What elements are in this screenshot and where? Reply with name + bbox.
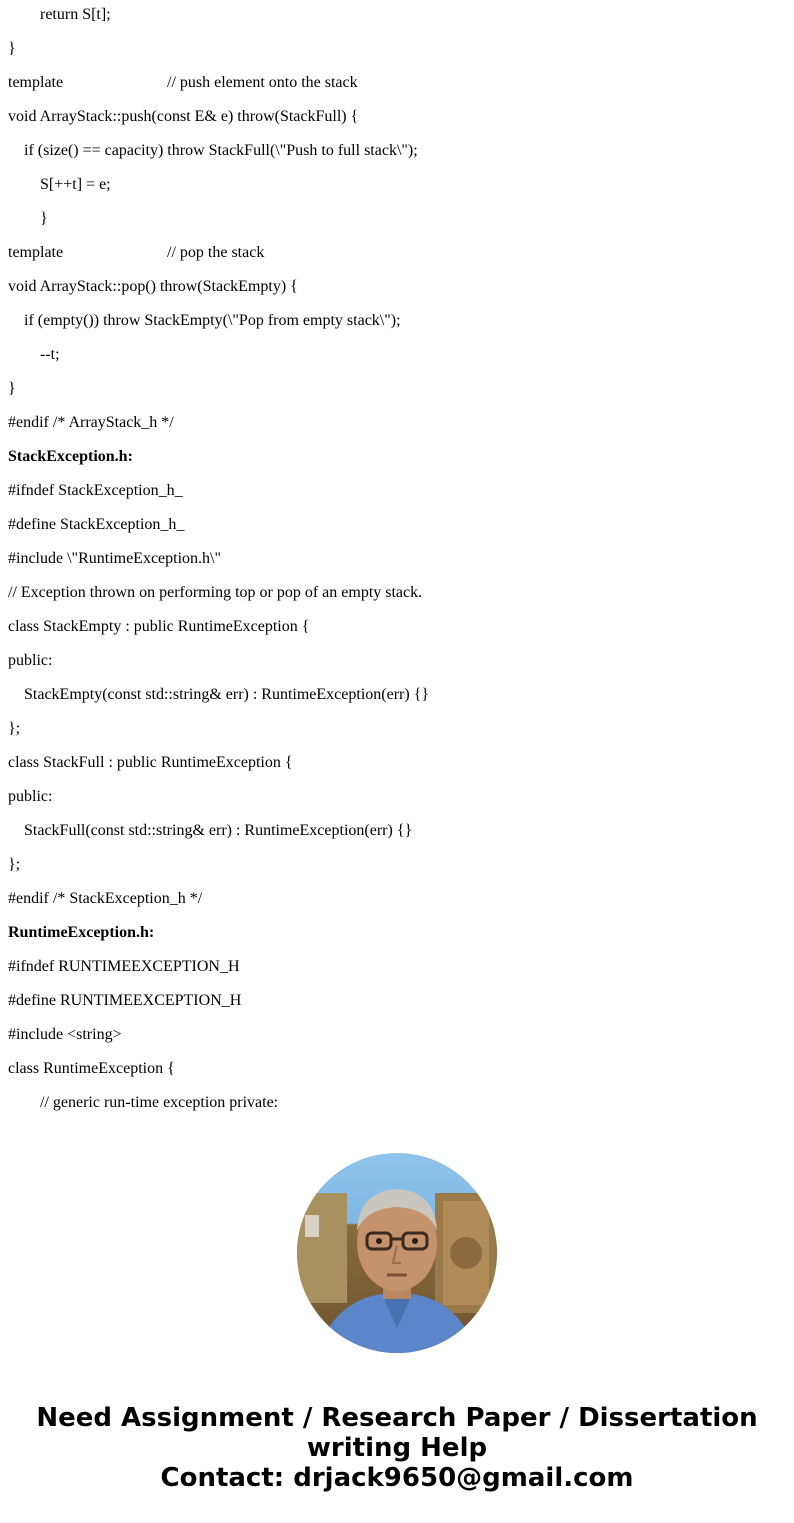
code-line bbox=[8, 821, 412, 841]
file-heading bbox=[8, 447, 133, 467]
code-text: StackFull(const std::string& err) : RuntimeException(err) {} bbox=[8, 822, 413, 839]
code-text: } bbox=[8, 380, 16, 397]
code-text: public: bbox=[8, 788, 53, 805]
code-line bbox=[8, 39, 16, 59]
code-line bbox=[8, 855, 20, 875]
code-text: #include <string> bbox=[8, 1026, 122, 1043]
code-line bbox=[8, 175, 111, 195]
code-text: class StackEmpty : public RuntimeException { bbox=[8, 618, 310, 635]
code-text: S[++t] = e; bbox=[8, 176, 111, 193]
code-line bbox=[8, 141, 418, 161]
code-line bbox=[8, 549, 221, 569]
code-text: #endif /* StackException_h */ bbox=[8, 890, 203, 907]
code-text: // Exception thrown on performing top or pop of an empty stack. bbox=[8, 584, 423, 601]
code-line bbox=[8, 991, 241, 1011]
code-text: template bbox=[8, 74, 64, 91]
code-text: RuntimeException.h: bbox=[8, 924, 155, 941]
code-line bbox=[8, 957, 240, 977]
code-line bbox=[8, 311, 401, 331]
code-text: #ifndef RUNTIMEEXCEPTION_H bbox=[8, 958, 240, 975]
code-text: StackException.h: bbox=[8, 448, 133, 465]
code-line bbox=[8, 787, 52, 807]
code-line bbox=[8, 719, 20, 739]
author-avatar bbox=[297, 1153, 497, 1353]
code-text: if (size() == capacity) throw StackFull(\"Push to full stack\"); bbox=[8, 142, 418, 159]
code-line bbox=[8, 617, 309, 637]
code-text: class RuntimeException { bbox=[8, 1060, 175, 1077]
code-text: #define RUNTIMEEXCEPTION_H bbox=[8, 992, 242, 1009]
code-text: public: bbox=[8, 652, 53, 669]
code-line bbox=[8, 1025, 122, 1045]
code-text: #define StackException_h_ bbox=[8, 516, 185, 533]
code-text: #include \"RuntimeException.h\" bbox=[8, 550, 222, 567]
code-text: // generic run-time exception private: bbox=[8, 1094, 279, 1111]
contact-banner bbox=[0, 1403, 794, 1493]
code-line bbox=[8, 583, 422, 603]
code-text: } bbox=[8, 210, 48, 227]
code-text: if (empty()) throw StackEmpty(\"Pop from empty stack\"); bbox=[8, 312, 401, 329]
code-comment: // push element onto the stack bbox=[167, 74, 358, 91]
code-line bbox=[8, 379, 16, 399]
code-text: }; bbox=[8, 856, 21, 873]
code-text: #ifndef StackException_h_ bbox=[8, 482, 183, 499]
banner-contact-line: Contact: drjack9650@gmail.com bbox=[160, 1463, 634, 1493]
code-line bbox=[8, 277, 298, 297]
code-line bbox=[8, 107, 358, 127]
code-line bbox=[8, 413, 174, 433]
code-text: return S[t]; bbox=[8, 6, 111, 23]
code-line bbox=[8, 481, 183, 501]
code-line bbox=[8, 753, 293, 773]
code-line bbox=[8, 243, 265, 263]
code-text: }; bbox=[8, 720, 21, 737]
code-text: --t; bbox=[8, 346, 60, 363]
code-text: template bbox=[8, 244, 64, 261]
code-text: class StackFull : public RuntimeException { bbox=[8, 754, 293, 771]
code-line bbox=[8, 73, 358, 93]
code-line bbox=[8, 345, 60, 365]
banner-line-1: Need Assignment / Research Paper / Dissertation bbox=[36, 1403, 758, 1433]
code-text: StackEmpty(const std::string& err) : RuntimeException(err) {} bbox=[8, 686, 430, 703]
code-line bbox=[8, 1059, 175, 1079]
code-line bbox=[8, 515, 184, 535]
code-text: } bbox=[8, 40, 16, 57]
person-photo-icon bbox=[297, 1153, 497, 1353]
code-comment: // pop the stack bbox=[167, 244, 265, 261]
code-text: #endif /* ArrayStack_h */ bbox=[8, 414, 174, 431]
code-line bbox=[8, 651, 52, 671]
code-text: void ArrayStack::pop() throw(StackEmpty) { bbox=[8, 278, 298, 295]
code-line bbox=[8, 685, 429, 705]
file-heading bbox=[8, 923, 154, 943]
code-line bbox=[8, 5, 111, 25]
banner-line-2: writing Help bbox=[306, 1433, 488, 1463]
code-line bbox=[8, 1093, 278, 1113]
code-line bbox=[8, 889, 202, 909]
code-text: void ArrayStack::push(const E& e) throw(StackFull) { bbox=[8, 108, 359, 125]
code-line bbox=[8, 209, 48, 229]
